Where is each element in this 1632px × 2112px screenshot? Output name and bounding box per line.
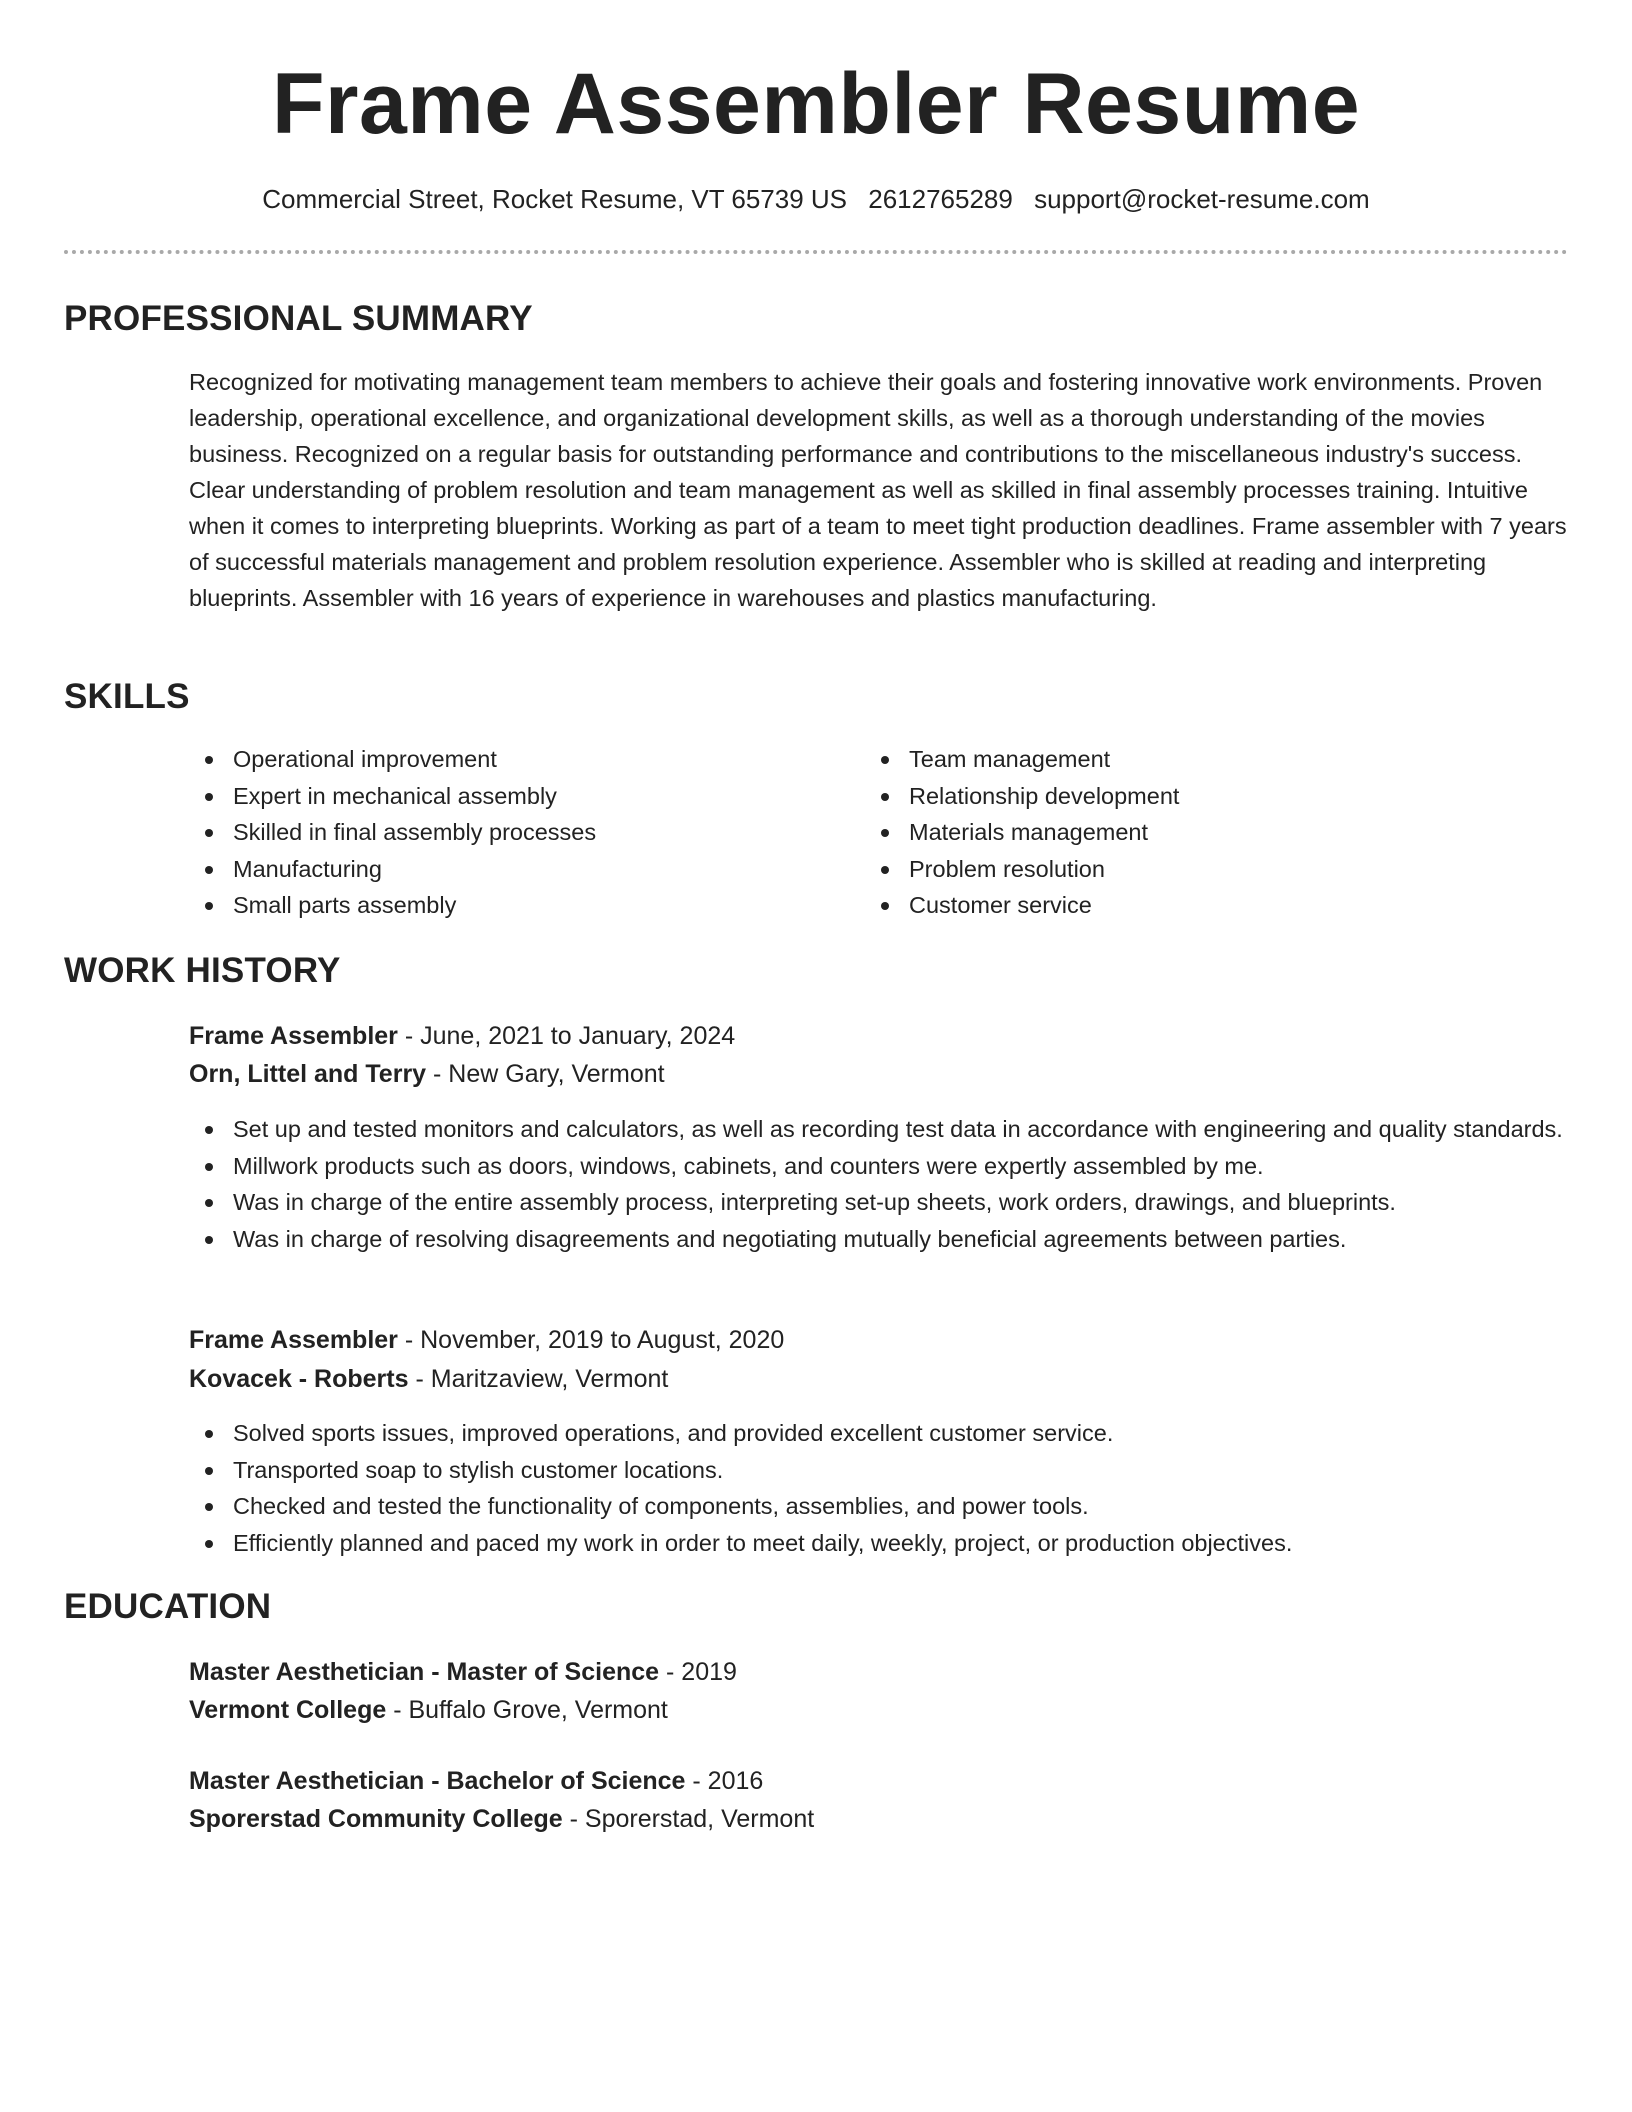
contact-line xyxy=(0,180,1632,218)
list-item: Was in charge of resolving disagreements and negotiating mutually beneficial agreements between parties. xyxy=(189,1221,1569,1258)
list-item: Operational improvement xyxy=(189,741,789,778)
education-location: - Sporerstad, Vermont xyxy=(562,1805,815,1833)
skills-list-left xyxy=(189,741,789,924)
header-divider xyxy=(64,250,1568,254)
list-item: Was in charge of the entire assembly process, interpreting set-up sheets, work orders, drawings, and blueprints. xyxy=(189,1184,1569,1221)
list-item: Checked and tested the functionality of components, assemblies, and power tools. xyxy=(189,1488,1569,1525)
contact-address: Commercial Street, Rocket Resume, VT 65739 US xyxy=(262,184,848,214)
job-company: Kovacek - Roberts xyxy=(189,1365,409,1393)
education-school-line xyxy=(189,1692,668,1728)
education-degree: Master Aesthetician - Master of Science xyxy=(189,1658,660,1686)
resume-title: Frame Assembler Resume xyxy=(271,56,1361,152)
contact-email: support@rocket-resume.com xyxy=(1034,184,1370,214)
job-company-line xyxy=(189,1056,665,1092)
section-title-work-history: WORK HISTORY xyxy=(64,951,341,990)
job-company-line xyxy=(189,1361,668,1397)
contact-phone: 2612765289 xyxy=(868,184,1013,214)
job-company: Orn, Littel and Terry xyxy=(189,1060,427,1088)
list-item: Small parts assembly xyxy=(189,887,789,924)
skills-list-right xyxy=(865,741,1465,924)
education-year: - 2016 xyxy=(685,1767,764,1795)
section-title-skills: SKILLS xyxy=(64,677,190,716)
list-item: Set up and tested monitors and calculators, as well as recording test data in accordance with engineering and quality standards. xyxy=(189,1111,1569,1148)
job-dates: - June, 2021 to January, 2024 xyxy=(397,1022,736,1050)
job-title-line xyxy=(189,1322,784,1358)
list-item: Relationship development xyxy=(865,778,1465,815)
education-year: - 2019 xyxy=(659,1658,737,1686)
section-title-education: EDUCATION xyxy=(64,1587,272,1626)
list-item: Solved sports issues, improved operations, and provided excellent customer service. xyxy=(189,1415,1569,1452)
job-title-line xyxy=(189,1018,735,1054)
summary-text: Recognized for motivating management team members to achieve their goals and fostering innovative work environments. Proven leadership, operational excellence, and organizational development skills, as well as a thorough understanding of the movies business. Recognized on a regular basis for outstanding performance and contributions to the miscellaneous industry's success. Clear understanding of problem resolution and team management as well as skilled in final assembly processes training. Intuitive when it comes to interpreting blueprints. Working as part of a team to meet tight production deadlines. Frame assembler with 7 years of successful materials management and problem resolution experience. Assembler who is skilled at reading and interpreting blueprints. Assembler with 16 years of experience in warehouses and plastics manufacturing. xyxy=(189,369,1567,611)
education-school: Vermont College xyxy=(189,1696,387,1724)
list-item: Customer service xyxy=(865,887,1465,924)
education-degree: Master Aesthetician - Bachelor of Science xyxy=(189,1767,686,1795)
list-item: Manufacturing xyxy=(189,851,789,888)
list-item: Expert in mechanical assembly xyxy=(189,778,789,815)
education-school-line xyxy=(189,1801,814,1837)
list-item: Problem resolution xyxy=(865,851,1465,888)
section-title-summary: PROFESSIONAL SUMMARY xyxy=(64,299,533,338)
job-role: Frame Assembler xyxy=(189,1022,398,1050)
job-dates: - November, 2019 to August, 2020 xyxy=(397,1326,785,1354)
list-item: Team management xyxy=(865,741,1465,778)
job-role: Frame Assembler xyxy=(189,1326,398,1354)
list-item: Materials management xyxy=(865,814,1465,851)
education-school: Sporerstad Community College xyxy=(189,1805,563,1833)
education-degree-line xyxy=(189,1654,737,1690)
job-location: - Maritzaview, Vermont xyxy=(408,1365,669,1393)
education-location: - Buffalo Grove, Vermont xyxy=(386,1696,668,1724)
list-item: Millwork products such as doors, windows, cabinets, and counters were expertly assembled by me. xyxy=(189,1148,1569,1185)
job-duties-list xyxy=(189,1415,1569,1561)
list-item: Transported soap to stylish customer locations. xyxy=(189,1452,1569,1489)
list-item: Skilled in final assembly processes xyxy=(189,814,789,851)
job-duties-list xyxy=(189,1111,1569,1257)
education-degree-line xyxy=(189,1763,763,1799)
job-location: - New Gary, Vermont xyxy=(426,1060,665,1088)
list-item: Efficiently planned and paced my work in order to meet daily, weekly, project, or production objectives. xyxy=(189,1525,1569,1562)
